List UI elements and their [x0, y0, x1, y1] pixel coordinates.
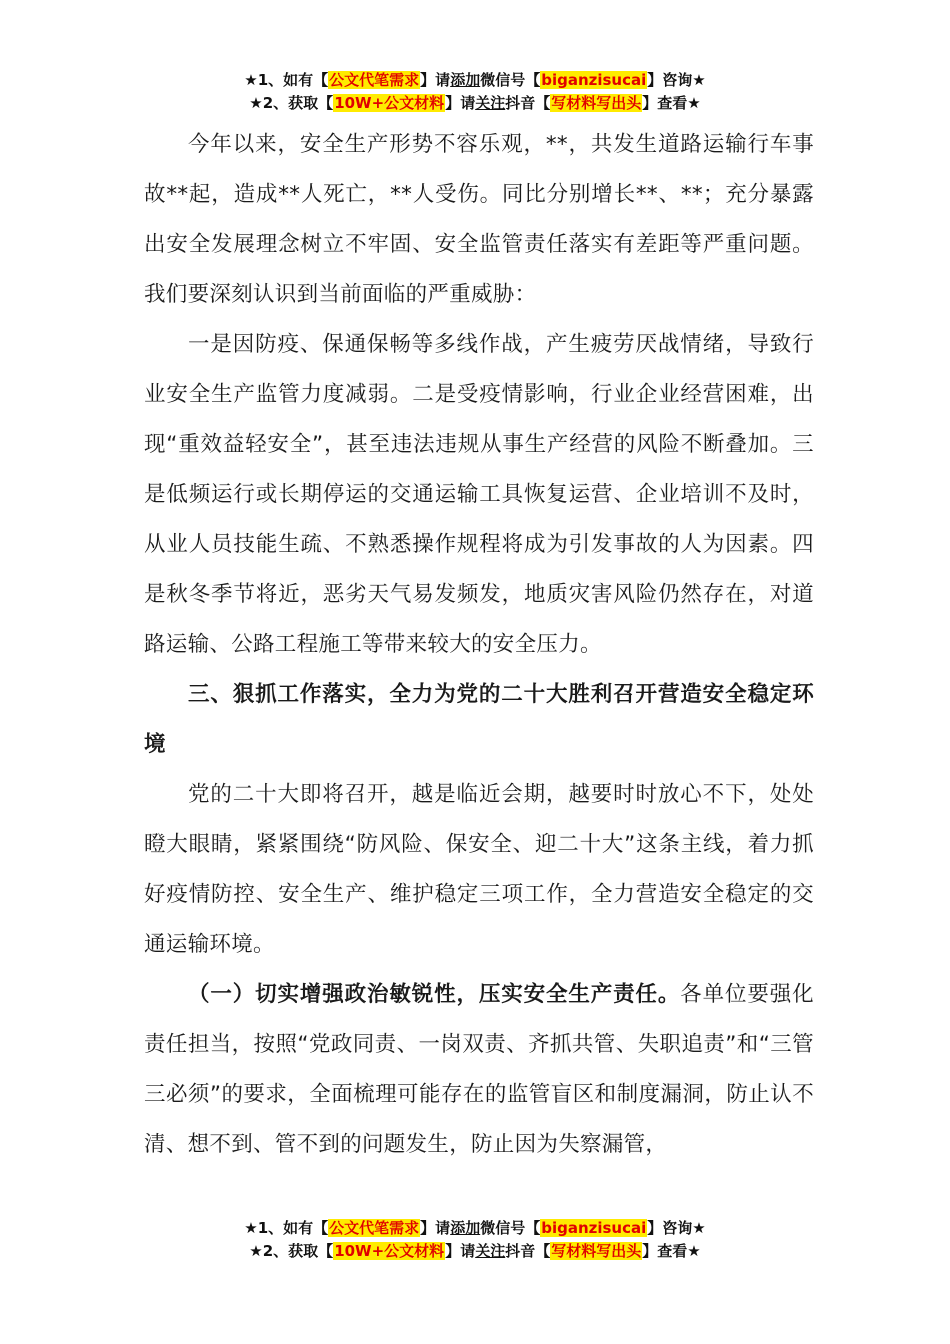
paragraph-situation: 今年以来，安全生产形势不容乐观，**，共发生道路运输行车事故**起，造成**人死亡，**人受伤。同比分别增长**、**；充分暴露出安全发展理念树立不牢固、安全监管责任落实有差距等严重问题。我们要深刻认识到当前面临的严重威胁： — [144, 132, 814, 307]
header-banner — [0, 69, 950, 115]
section-heading-3: 三、狠抓工作落实，全力为党的二十大胜利召开营造安全稳定环境 — [144, 682, 814, 757]
highlight-materials: 10W+公文材料 — [334, 1242, 445, 1260]
item-1-heading: （一）切实增强政治敏锐性，压实安全生产责任。 — [188, 982, 681, 1007]
footer-banner — [0, 1217, 950, 1263]
highlight-douyin-account: 写材料写出头 — [551, 1242, 642, 1260]
highlight-douyin-account: 写材料写出头 — [551, 94, 642, 112]
banner-line-2: ★2、获取【10W+公文材料】请关注抖音【写材料写出头】查看★ — [249, 94, 701, 112]
highlight-service: 公文代笔需求 — [329, 71, 420, 89]
highlight-wechat-id: biganzisucai — [541, 71, 647, 89]
item-1-text: 各单位要强化责任担当，按照“党政同责、一岗双责、齐抓共管、失职追责”和“三管三必须”的要求，全面梳理可能存在的监管盲区和制度漏洞，防止认不清、想不到、管不到的问题发生，防止因为失察漏管， — [144, 982, 814, 1157]
paragraph-intro-3: 党的二十大即将召开，越是临近会期，越要时时放心不下，处处瞪大眼睛，紧紧围绕“防风险、保安全、迎二十大”这条主线，着力抓好疫情防控、安全生产、维护稳定三项工作，全力营造安全稳定的交通运输环境。 — [144, 782, 814, 957]
banner-line-1: ★1、如有【公文代笔需求】请添加微信号【biganzisucai】咨询★ — [244, 71, 706, 89]
highlight-wechat-id: biganzisucai — [541, 1219, 647, 1237]
document-body — [144, 120, 814, 1170]
banner-line-1: ★1、如有【公文代笔需求】请添加微信号【biganzisucai】咨询★ — [244, 1219, 706, 1237]
highlight-materials: 10W+公文材料 — [334, 94, 445, 112]
banner-line-2: ★2、获取【10W+公文材料】请关注抖音【写材料写出头】查看★ — [249, 1242, 701, 1260]
paragraph-threats: 一是因防疫、保通保畅等多线作战，产生疲劳厌战情绪，导致行业安全生产监管力度减弱。二是受疫情影响，行业企业经营困难，出现“重效益轻安全”，甚至违法违规从事生产经营的风险不断叠加。三是低频运行或长期停运的交通运输工具恢复运营、企业培训不及时，从业人员技能生疏、不熟悉操作规程将成为引发事故的人为因素。四是秋冬季节将近，恶劣天气易发频发，地质灾害风险仍然存在，对道路运输、公路工程施工等带来较大的安全压力。 — [144, 332, 814, 657]
highlight-service: 公文代笔需求 — [329, 1219, 420, 1237]
paragraph-item-1 — [144, 970, 814, 1170]
